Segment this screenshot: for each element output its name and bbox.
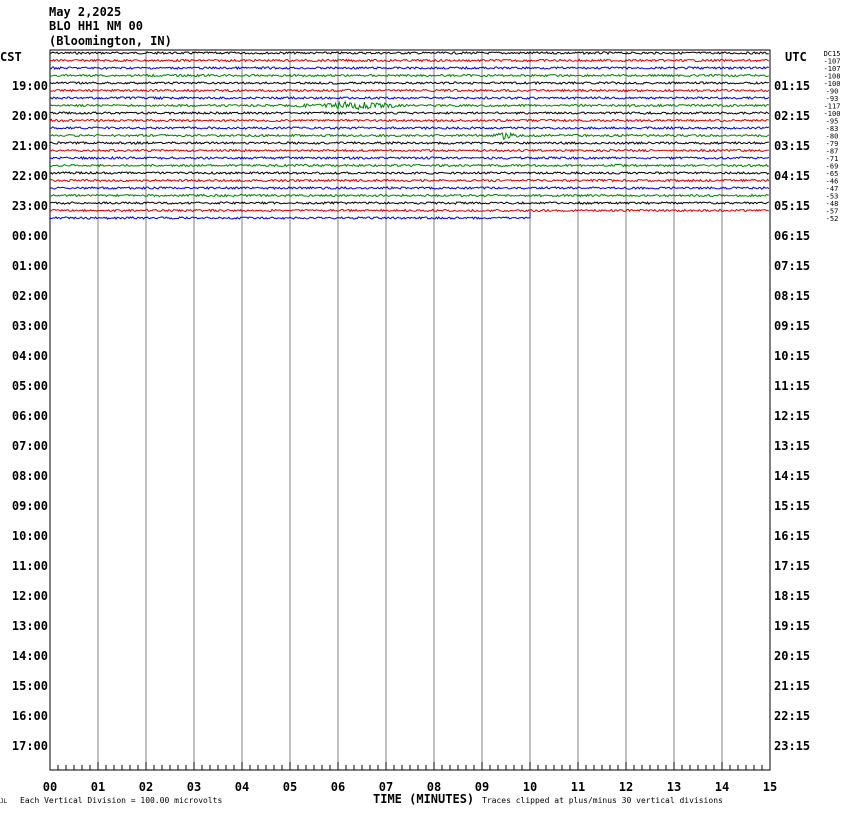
seismic-trace [50,157,769,159]
trace-offset-label: -108 [823,72,841,81]
utc-hour-label: 20:15 [774,649,811,663]
seismic-trace [50,179,769,181]
trace-offset-label: -107 [823,57,841,66]
utc-axis-label: UTC [785,50,807,64]
x-tick-label: 06 [330,780,346,794]
utc-hour-label: 19:15 [774,619,811,633]
utc-hour-label: 05:15 [774,199,811,213]
cst-hour-label: 11:00 [11,559,48,573]
cst-hour-label: 00:00 [11,229,48,243]
seismic-trace [50,187,769,189]
utc-hour-label: 13:15 [774,439,811,453]
trace-offset-label: -80 [825,132,839,141]
seismic-trace [50,142,769,144]
utc-hour-label: 11:15 [774,379,811,393]
trace-offset-label: -46 [825,177,839,186]
cst-hour-label: 08:00 [11,469,48,483]
cst-axis-label: CST [0,50,22,64]
cst-hour-label: 21:00 [11,139,48,153]
clip-note: Traces clipped at plus/minus 30 vertical divisions [482,796,723,805]
cst-hour-label: 12:00 [11,589,48,603]
corner-mark: JL [0,798,8,805]
trace-offset-label: -71 [825,155,839,163]
date-title: May 2,2025 [49,5,122,19]
trace-offset-label: -95 [825,117,839,126]
utc-hour-label: 16:15 [774,529,811,543]
seismic-trace [50,149,769,151]
utc-hour-label: 01:15 [774,79,811,93]
cst-hour-label: 10:00 [11,529,48,543]
cst-hour-label: 01:00 [11,259,48,273]
utc-hour-label: 21:15 [774,679,811,693]
utc-hour-label: 22:15 [774,709,811,723]
utc-hour-label: 15:15 [774,499,811,513]
cst-hour-label: 22:00 [11,169,48,183]
cst-hour-label: 03:00 [11,319,48,333]
x-tick-label: 01 [90,780,106,794]
seismic-trace [50,59,769,61]
utc-hour-label: 18:15 [774,589,811,603]
x-tick-label: 04 [234,780,250,794]
utc-hour-label: 04:15 [774,169,811,183]
seismic-trace [50,102,769,110]
seismic-trace [50,119,769,121]
location-title: (Bloomington, IN) [49,34,172,48]
cst-hour-label: 06:00 [11,409,48,423]
utc-hour-label: 23:15 [774,739,811,753]
cst-hour-label: 05:00 [11,379,48,393]
trace-offset-label: -47 [825,185,839,193]
x-tick-label: 12 [618,780,634,794]
cst-hour-label: 13:00 [11,619,48,633]
x-tick-label: 00 [42,780,58,794]
utc-hour-label: 09:15 [774,319,811,333]
seismic-trace [50,112,769,114]
utc-hour-label: 07:15 [774,259,811,273]
seismic-trace [50,164,769,166]
x-tick-label: 03 [186,780,202,794]
utc-hour-label: 12:15 [774,409,811,423]
cst-hour-label: 17:00 [11,739,48,753]
trace-offset-label: -53 [825,192,839,201]
scale-note: Each Vertical Division = 100.00 microvolts [20,796,223,805]
x-tick-label: 02 [138,780,154,794]
trace-offset-label: -79 [825,140,839,148]
utc-hour-label: 17:15 [774,559,811,573]
x-tick-label: 08 [426,780,442,794]
cst-hour-label: 04:00 [11,349,48,363]
utc-hour-label: 02:15 [774,109,811,123]
x-tick-label: 10 [522,780,538,794]
cst-hour-label: 09:00 [11,499,48,513]
trace-offset-label: -65 [825,170,839,178]
utc-hour-label: 14:15 [774,469,811,483]
x-tick-label: 14 [714,780,730,794]
seismic-trace [50,52,769,54]
x-tick-label: 13 [666,780,682,794]
cst-hour-label: 14:00 [11,649,48,663]
trace-offset-label: -107 [823,65,841,73]
utc-hour-label: 06:15 [774,229,811,243]
seismic-trace [50,97,769,99]
cst-hour-label: 16:00 [11,709,48,723]
trace-offset-label: DC15 [823,50,841,58]
x-tick-label: 11 [570,780,586,794]
cst-hour-label: 19:00 [11,79,48,93]
utc-hour-label: 10:15 [774,349,811,363]
seismic-trace [50,74,769,76]
utc-hour-label: 03:15 [774,139,811,153]
x-tick-label: 15 [762,780,778,794]
utc-hour-label: 08:15 [774,289,811,303]
trace-offset-label: -93 [825,95,839,103]
trace-offset-label: -69 [825,162,839,171]
seismic-trace [50,172,769,174]
cst-hour-label: 23:00 [11,199,48,213]
seismic-trace [50,89,769,91]
trace-offset-label: -117 [823,102,841,111]
trace-offset-label: -100 [823,110,841,118]
seismic-trace [50,202,769,204]
trace-offset-label: -57 [825,207,839,216]
trace-offset-label: -52 [825,215,839,223]
seismic-trace [50,127,769,129]
seismic-trace [50,209,769,211]
trace-offset-label: -90 [825,87,839,96]
trace-offset-label: -48 [825,200,839,208]
cst-hour-label: 07:00 [11,439,48,453]
cst-hour-label: 02:00 [11,289,48,303]
trace-offset-label: -100 [823,80,841,88]
cst-hour-label: 15:00 [11,679,48,693]
x-tick-label: 07 [378,780,394,794]
x-axis-title: TIME (MINUTES) [373,792,475,806]
seismic-trace [50,67,769,69]
cst-hour-label: 20:00 [11,109,48,123]
x-tick-label: 05 [282,780,298,794]
trace-offset-label: -83 [825,125,839,133]
trace-offset-label: -87 [825,147,839,156]
station-title: BLO HH1 NM 00 [49,19,143,33]
seismic-trace [50,194,769,196]
seismic-trace [50,133,769,139]
seismic-trace [50,82,769,84]
x-tick-label: 09 [474,780,490,794]
